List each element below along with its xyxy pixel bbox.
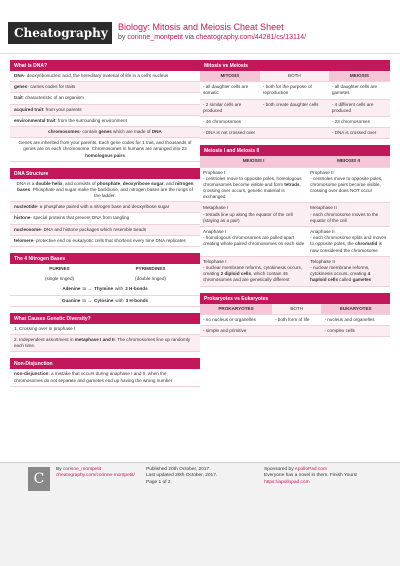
author-link[interactable]: corinne_montpetit	[127, 34, 184, 41]
section-nitrogen-bases	[10, 253, 200, 307]
table-row: - simple and primitive - complex cells	[200, 325, 390, 336]
list-item: Genes are inherited from your parents. Each gene codes for 1 trait, and thousands of genes are on each chromosome. Chromosomes in humans are arranged into 23 homologous pairs	[10, 138, 200, 162]
section-title: What Causes Genetic Diversity?	[10, 313, 200, 324]
section-title: The 4 Nitrogen Bases	[10, 253, 200, 264]
footer-author-link[interactable]: corinne_montpetit	[62, 467, 102, 472]
cheatography-logo[interactable]: Cheatography	[8, 22, 112, 44]
table-row: - no nucleus or organelles - both form of life - nucleus and organelles	[200, 314, 390, 325]
list-item: environmental trait: from the surrounding environment	[10, 116, 200, 127]
left-column	[10, 60, 200, 393]
title-block	[118, 22, 306, 43]
base-pair: Adenine to → Thymine with 2 H-bonds	[10, 284, 200, 295]
list-item: DNA is a double helix, and consists of phosphate, deoxyribose sugar, and nitrogen bases. Phosphate and sugar make the backbone, and nitrogen bases are the rungs of the ladder.	[10, 179, 200, 203]
table-row: Anaphase I - homologous chromosomes are pulled apart creating whole paired chromosomes on each side Anaphase II - each chromosome splits and moves to opposite poles, the chromatid is now considered the chromosome	[200, 227, 390, 257]
sponsor-url[interactable]: https://apollopad.com	[264, 479, 310, 485]
section-prokaryotes-vs-eukaryotes	[200, 293, 390, 338]
section-title: DNA Structure	[10, 168, 200, 179]
by-label: by	[118, 34, 126, 41]
table-row: - all daughter cells are somatic - both for the purpose of reproduction - all daughter cells are gametes	[200, 82, 390, 99]
list-item: histone- special proteins that prevent DNA from tangling	[10, 213, 200, 224]
table-row: - DNA is not crossed over - DNA is crossed over	[200, 128, 390, 139]
table-row: - 46 chromosomes - 23 chromosomes	[200, 116, 390, 127]
list-item: non-disjunction: a mistake that occurs during anaphase I and II, when the chromosomes do not separate and gametes end up having the wrong number	[10, 369, 200, 386]
section-title: What is DNA?	[10, 60, 200, 71]
comparison-table: MITOSIS BOTH MEIOSIS - all daughter cells are somatic - both for the purpose of reproduction - all daughter cells are gametes - 2 similar cells are produced - both create daughter cells - 4 different cells are produced - 46 chromosomes - 23 chromosomes - DNA is not crossed over - DNA is crossed over	[200, 71, 390, 139]
list-item: 1. Crossing over in prophase I	[10, 324, 200, 335]
list-item: DNA- deoxyribonucleic acid, the hereditary material of life in a cell's nucleus	[10, 71, 200, 82]
footer-publish-info: Published 20th October, 2017. Last updated 20th October, 2017. Page 1 of 2.	[146, 467, 218, 485]
table-row: Metaphase I - tetrads line up along the equator of the cell (staying as a pair) Metaphase II - each chromosome moves to the equator of the cell	[200, 203, 390, 227]
list-item: trait: characteristic of an organism	[10, 93, 200, 104]
list-item: genes- carries codes for traits	[10, 82, 200, 93]
avatar[interactable]: C	[28, 467, 50, 491]
sponsor-link[interactable]: ApolloPad.com	[294, 467, 327, 472]
list-item: 2. Independent assortment in metaphase I and II. The chromosomes line up randomly each time.	[10, 335, 200, 352]
footer-author-url[interactable]: cheatography.com/corinne-montpetit/	[56, 473, 135, 479]
section-title: Mitosis vs Meiosis	[200, 60, 390, 71]
table-row: Telophase I - nuclear membrane reforms, cytokinesis occurs, creating 2 diploid cells, which contain 46 chromosomes and are genetically different Telophase II - nuclear membrane reforms, cytokinesis occurs, creating 4 haploid cells called gametes	[200, 256, 390, 286]
right-column	[200, 60, 390, 343]
footer-author: By corinne_montpetit cheatography.com/corinne-montpetit/	[56, 467, 135, 479]
section-dna-structure	[10, 168, 200, 247]
section-meiosis-phases	[200, 145, 390, 286]
table-row: Prophase I - centrioles move to opposite poles, homologous chromosomes become visible and form tetrads, crossing over occurs, genetic material is exchanged Prophase II - centrioles move to opposite poles, chromosome pairs become visible, crossing over does NOT occur	[200, 167, 390, 203]
section-mitosis-vs-meiosis	[200, 60, 390, 139]
table-row: (single ringed) (double ringed)	[44, 276, 166, 282]
section-title: Non-Disjunction	[10, 358, 200, 369]
section-title: Prokaryotes vs Eukaryotes	[200, 293, 390, 304]
byline	[118, 33, 306, 43]
page-title: Biology: Mitosis and Meiosis Cheat Sheet	[118, 22, 284, 32]
list-item: acquired trait: from your parents	[10, 105, 200, 116]
phases-table: MEIOSIS I MEIOSIS II Prophase I - centrioles move to opposite poles, homologous chromosomes become visible and form tetrads, crossing over occurs, genetic material is exchanged Prophase II - centrioles move to opposite poles, chromosome pairs become visible, crossing over does NOT occur Metaphase I - tetrads line up along the equator of the cell (staying as a pair) Metaphase II - each chromosome moves to the equator of the cell Anaphase I - homologous chromosomes are pulled apart creating whole paired chromosomes on each side Anaphase II - each chromosome splits and moves to opposite poles, the chromatid is now considered the chromosome Telophase I - nuclear membrane reforms, cytokinesis occurs, creating 2 diploid cells, which contain 46 chromosomes and are genetically different Telophase II - nuclear membrane reforms, cytokinesis occurs, creating 4 haploid cells called gametes	[200, 156, 390, 286]
comparison-table: PROKARYOTES BOTH EUKARYOTES - no nucleus or organelles - both form of life - nucleus and organelles - simple and primitive - complex cells	[200, 304, 390, 338]
section-what-is-dna	[10, 60, 200, 162]
via-label: via	[184, 34, 194, 41]
section-title: Meiosis I and Meiosis II	[200, 145, 390, 156]
table-header: PURINES PYRIMIDINES	[49, 266, 166, 271]
section-non-disjunction	[10, 358, 200, 386]
page-header	[0, 0, 400, 54]
base-pair: Guanine to → Cytosine with 3 H-bonds	[10, 296, 200, 307]
list-item: chromosomes- contain genes which are made of DNA	[10, 127, 200, 138]
page-footer	[0, 462, 400, 566]
table-row: - 2 similar cells are produced - both create daughter cells - 4 different cells are produced	[200, 99, 390, 116]
list-item: nucleosome- DNA and histone packages which resemble beads	[10, 225, 200, 236]
list-item: nucleotide- a phosphate paired with a nitrogen base and deoxyribose sugar	[10, 202, 200, 213]
list-item: telomere- protective end on eukaryotic cells that shortens every time DNA replicates	[10, 236, 200, 247]
section-genetic-diversity	[10, 313, 200, 353]
sheet-url-link[interactable]: cheatography.com/44281/cs/13114/	[195, 34, 307, 41]
footer-sponsor: Sponsored by ApolloPad.com Everyone has a novel in them. Finish Yours! https://apollopad.com	[264, 467, 358, 485]
